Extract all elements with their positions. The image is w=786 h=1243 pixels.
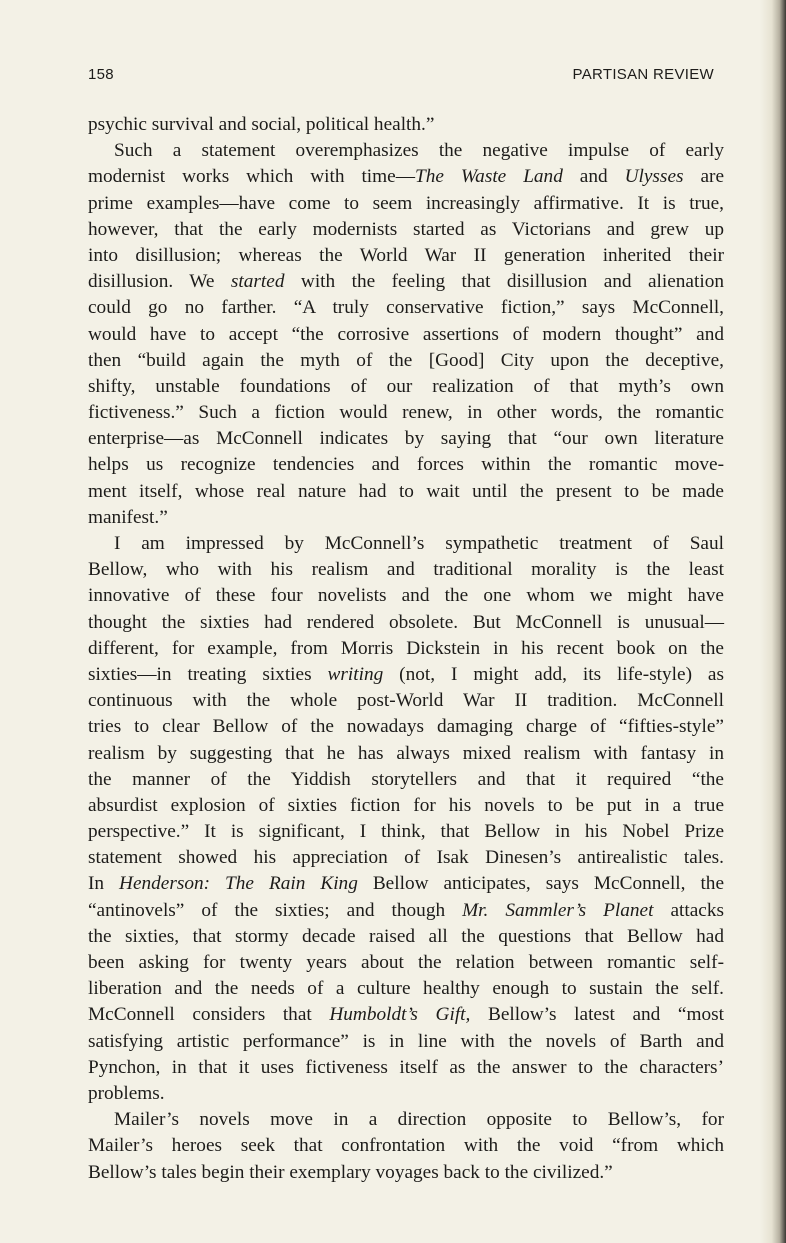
text-run: enterprise—as McConnell indicates by saying that “our own literature <box>88 428 724 450</box>
text-run: then “build again the myth of the [Good] City upon the deceptive, <box>88 349 724 371</box>
text-run: ment itself, whose real nature had to wait until the present to be made <box>88 480 724 502</box>
text-line <box>88 557 724 583</box>
text-line <box>88 610 724 636</box>
text-line <box>88 1160 724 1186</box>
text-run: continuous with the whole post-World War II tradition. McConnell <box>88 690 724 712</box>
text-line <box>88 400 724 426</box>
text-line <box>88 217 724 243</box>
text-line <box>88 322 724 348</box>
text-line <box>88 636 724 662</box>
text-run: psychic survival and social, political health.” <box>88 114 435 135</box>
text-run: satisfying artistic performance” is in line with the novels of Barth and <box>88 1030 724 1052</box>
text-line <box>88 452 724 478</box>
text-line <box>88 348 724 374</box>
text-line <box>88 767 724 793</box>
text-line <box>88 531 724 557</box>
text-run: manifest.” <box>88 506 168 528</box>
text-line <box>88 1081 724 1107</box>
text-run: Bellow, who with his realism and traditional morality is the least <box>88 559 724 581</box>
text-line <box>88 1107 724 1133</box>
text-line <box>88 714 724 740</box>
text-line <box>88 976 724 1002</box>
text-run: fictiveness.” Such a fiction would renew, in other words, the romantic <box>88 402 724 424</box>
running-header <box>88 66 714 83</box>
italic-title: The Waste Land <box>415 166 563 188</box>
text-run: tries to clear Bellow of the nowadays damaging charge of “fifties-style” <box>88 716 724 738</box>
text-run: liberation and the needs of a culture healthy enough to sustain the self. <box>88 978 724 1000</box>
text-run: In <box>88 873 120 895</box>
journal-title: PARTISAN REVIEW <box>572 66 714 83</box>
text-line <box>88 741 724 767</box>
text-run: modernist works which with time— <box>88 166 416 188</box>
text-run: helps us recognize tendencies and forces within the romantic move- <box>88 454 724 476</box>
text-run: however, that the early modernists started as Victorians and grew up <box>88 218 724 240</box>
text-run: with the feeling that disillusion and alienation <box>284 271 724 293</box>
text-run: disillusion. We <box>88 271 231 293</box>
text-run: been asking for twenty years about the relation between romantic self- <box>88 952 724 973</box>
text-line <box>88 1002 724 1028</box>
text-run: problems. <box>88 1082 165 1104</box>
text-run: realism by suggesting that he has always mixed realism with fantasy in <box>88 742 724 764</box>
text-run: Mailer’s heroes seek that confrontation with the void “from which <box>88 1135 724 1157</box>
text-run: the sixties, that stormy decade raised all the questions that Bellow had <box>88 925 724 947</box>
text-run: sixties—in treating sixties <box>88 663 328 685</box>
text-line <box>88 374 724 400</box>
text-line <box>88 819 724 845</box>
italic-title: started <box>230 271 285 293</box>
text-run: statement showed his appreciation of Isak Dinesen’s antirealistic tales. <box>88 847 724 869</box>
text-run: Bellow’s tales begin their exemplary voyages back to the civilized.” <box>88 1161 613 1183</box>
text-run: McConnell considers that <box>88 1004 330 1026</box>
page-edge-shadow <box>760 0 786 1243</box>
text-line <box>88 793 724 819</box>
italic-title: Henderson: The Rain King <box>119 873 358 895</box>
text-run: perspective.” It is significant, I think, that Bellow in his Nobel Prize <box>88 821 724 843</box>
text-run: attacks <box>653 899 725 921</box>
text-run: absurdist explosion of sixties fiction for his novels to be put in a true <box>88 794 724 816</box>
article-body <box>88 112 724 1186</box>
text-line <box>88 191 724 217</box>
text-line <box>88 1029 724 1055</box>
text-run: Bellow’s latest and “most <box>470 1004 724 1026</box>
text-line <box>88 950 724 976</box>
text-line <box>88 138 724 164</box>
text-line <box>88 243 724 269</box>
text-run: “antinovels” of the sixties; and though <box>88 899 463 921</box>
text-run: I am impressed by McConnell’s sympathetic treatment of Saul <box>114 533 724 554</box>
text-line <box>88 295 724 321</box>
text-run: different, for example, from Morris Dickstein in his recent book on the <box>88 637 724 659</box>
text-run: prime examples—have come to seem increasingly affirmative. It is true, <box>88 192 724 214</box>
text-line <box>88 164 724 190</box>
text-line <box>88 1133 724 1159</box>
text-run: into disillusion; whereas the World War II generation inherited their <box>88 244 724 266</box>
text-run: Mailer’s novels move in a direction opposite to Bellow’s, for <box>114 1109 724 1131</box>
text-line <box>88 505 724 531</box>
text-run: thought the sixties had rendered obsolete. But McConnell is unusual— <box>88 611 724 633</box>
text-run: Pynchon, in that it uses fictiveness itself as the answer to the characters’ <box>88 1056 724 1078</box>
text-run: the manner of the Yiddish storytellers and that it required “the <box>88 768 724 790</box>
text-run: shifty, unstable foundations of our realization of that myth’s own <box>88 375 724 397</box>
text-run: Bellow anticipates, says McConnell, the <box>357 873 725 895</box>
italic-title: writing <box>327 663 384 685</box>
text-run: would have to accept “the corrosive assertions of modern thought” and <box>88 323 724 345</box>
text-run: could go no farther. “A truly conservative fiction,” says McConnell, <box>88 297 724 319</box>
text-line <box>88 426 724 452</box>
text-line <box>88 1055 724 1081</box>
text-line <box>88 479 724 505</box>
italic-title: Ulysses <box>624 166 684 188</box>
text-run: Such a statement overemphasizes the negative impulse of early <box>114 140 724 162</box>
text-run: and <box>562 166 625 188</box>
text-line <box>88 845 724 871</box>
text-line <box>88 871 724 897</box>
text-line <box>88 662 724 688</box>
text-run: innovative of these four novelists and the one whom we might have <box>88 585 724 607</box>
text-line <box>88 269 724 295</box>
italic-title: Humboldt’s Gift, <box>329 1004 471 1026</box>
text-line <box>88 112 724 138</box>
text-run: are <box>683 166 725 188</box>
text-run: (not, I might add, its life-style) as <box>383 663 724 685</box>
page-number: 158 <box>88 66 114 83</box>
text-line <box>88 898 724 924</box>
italic-title: Mr. Sammler’s Planet <box>462 899 654 921</box>
text-line <box>88 924 724 950</box>
text-line <box>88 583 724 609</box>
text-line <box>88 688 724 714</box>
